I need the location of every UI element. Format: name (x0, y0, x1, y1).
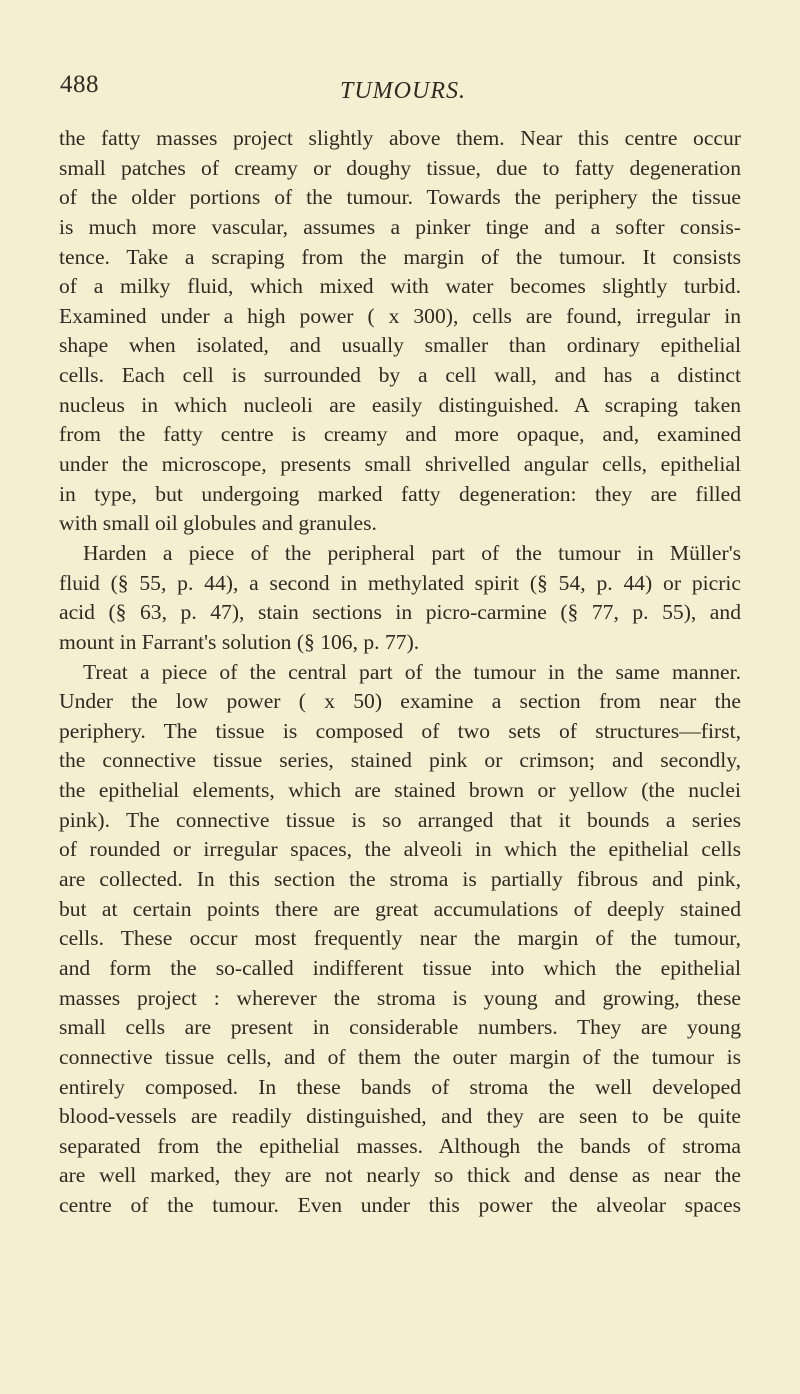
text-line: Examined under a high power ( x 300), cells are found, irregular in (59, 303, 741, 328)
text-line: under the microscope, presents small shrivelled angular cells, epithelial (59, 452, 741, 477)
text-line: periphery. The tissue is composed of two sets of structures—first, (59, 718, 741, 743)
text-line: mount in Farrant's solution (§ 106, p. 77). (59, 629, 420, 654)
text-line: blood-vessels are readily distinguished, and they are seen to be quite (59, 1104, 741, 1129)
text-line: are collected. In this section the stroma is partially fibrous and pink, (59, 867, 741, 892)
page-number: 488 (60, 71, 99, 98)
text-line: from the fatty centre is creamy and more opaque, and, examined (59, 422, 741, 447)
paragraph (59, 124, 741, 539)
text-line: Harden a piece of the peripheral part of the tumour in Müller's (83, 540, 741, 565)
text-line: acid (§ 63, p. 47), stain sections in picro-carmine (§ 77, p. 55), and (59, 600, 741, 625)
text-line: cells. Each cell is surrounded by a cell wall, and has a distinct (59, 363, 741, 388)
text-line: and form the so-called indifferent tissue into which the epithelial (59, 955, 741, 980)
text-line: the epithelial elements, which are stained brown or yellow (the nuclei (59, 778, 741, 803)
text-line: are well marked, they are not nearly so thick and dense as near the (59, 1163, 741, 1188)
text-line: nucleus in which nucleoli are easily distinguished. A scraping taken (59, 392, 741, 417)
text-line: shape when isolated, and usually smaller than ordinary epithelial (59, 333, 741, 358)
text-line: pink). The connective tissue is so arranged that it bounds a series (59, 807, 741, 832)
text-line: connective tissue cells, and of them the outer margin of the tumour is (59, 1044, 741, 1069)
paragraph (59, 539, 741, 658)
text-line: in type, but undergoing marked fatty degeneration: they are filled (59, 481, 741, 506)
text-line: with small oil globules and granules. (59, 511, 377, 536)
text-line: separated from the epithelial masses. Although the bands of stroma (59, 1133, 741, 1158)
text-line: cells. These occur most frequently near the margin of the tumour, (59, 926, 741, 951)
text-line: small cells are present in considerable numbers. They are young (59, 1015, 741, 1040)
text-line: entirely composed. In these bands of stroma the well developed (59, 1074, 741, 1099)
text-line: the connective tissue series, stained pink or crimson; and secondly, (59, 748, 741, 773)
text-line: small patches of creamy or doughy tissue, due to fatty degeneration (59, 155, 741, 180)
text-line: centre of the tumour. Even under this power the alveolar spaces (59, 1193, 741, 1218)
text-line: of rounded or irregular spaces, the alveoli in which the epithelial cells (59, 837, 741, 862)
text-line: Treat a piece of the central part of the tumour in the same manner. (83, 659, 741, 684)
text-line: tence. Take a scraping from the margin of the tumour. It consists (59, 244, 741, 269)
body-text (59, 124, 741, 1221)
text-line: Under the low power ( x 50) examine a section from near the (59, 689, 741, 714)
text-line: of the older portions of the tumour. Towards the periphery the tissue (59, 185, 741, 210)
paragraph (59, 658, 741, 1221)
text-line: but at certain points there are great accumulations of deeply stained (59, 896, 741, 921)
text-line: fluid (§ 55, p. 44), a second in methylated spirit (§ 54, p. 44) or picric (59, 570, 741, 595)
text-line: of a milky fluid, which mixed with water becomes slightly turbid. (59, 274, 741, 299)
running-head: TUMOURS. (340, 78, 466, 104)
text-line: the fatty masses project slightly above them. Near this centre occur (59, 126, 741, 150)
text-line: is much more vascular, assumes a pinker tinge and a softer consis- (59, 214, 741, 239)
text-line: masses project : wherever the stroma is young and growing, these (59, 985, 741, 1010)
